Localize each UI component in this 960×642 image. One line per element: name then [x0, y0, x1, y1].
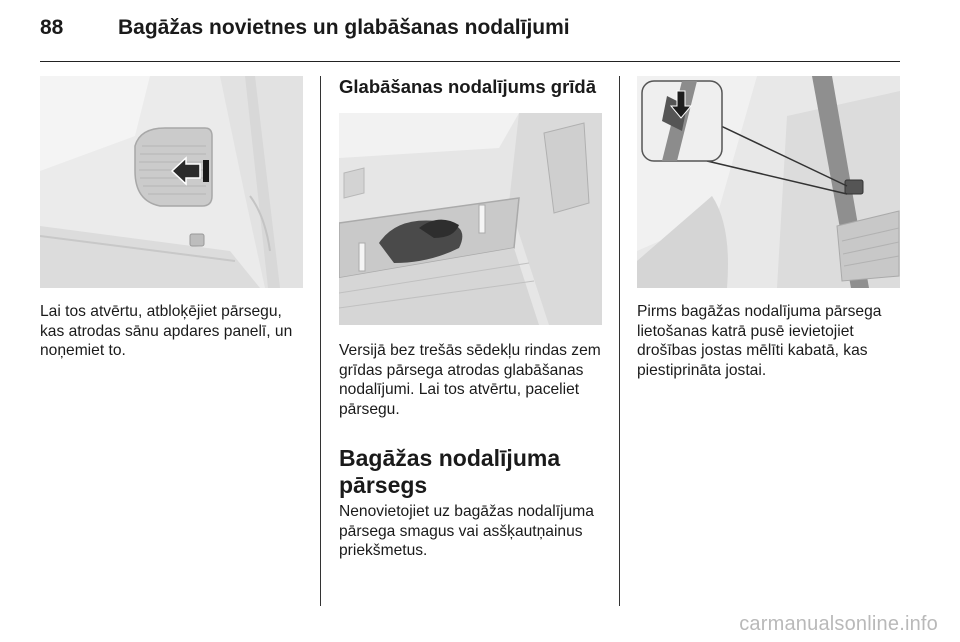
column-divider	[320, 76, 321, 606]
chapter-title: Bagāžas novietnes un glabāšanas nodalījumi	[118, 16, 570, 39]
column-1	[40, 76, 303, 361]
column-divider	[619, 76, 620, 606]
caption: Pirms bagāžas nodalījuma pārsega lietošanas katrā pusē ievietojiet drošības jostas mēlīti kabatā, kas piestiprināta jostai.	[637, 303, 882, 379]
column-2	[339, 76, 602, 561]
seatbelt-tongue-illustration-icon	[637, 76, 900, 288]
body-text: Versijā bez trešās sēdekļu rindas zem grīdas pārsega atrodas glabāšanas nodalījumi. Lai tos atvērtu, paceliet pārsegu.	[339, 342, 601, 418]
floor-compartment-illustration-icon	[339, 113, 602, 325]
header-rule	[40, 61, 900, 62]
column-3	[637, 76, 900, 380]
caption: Lai tos atvērtu, atbloķējiet pārsegu, kas atrodas sānu apdares panelī, un noņemiet to.	[40, 303, 293, 359]
section-title: Glabāšanas nodalījums grīdā	[339, 76, 597, 97]
watermark: carmanualsonline.info	[739, 613, 938, 635]
storage-panel-illustration-icon	[40, 76, 303, 288]
body-text: Nenovietojiet uz bagāžas nodalījuma pārsega smagus vai asšķautņainus priekšmetus.	[339, 503, 594, 559]
page-number: 88	[40, 16, 64, 39]
subsection-title: Bagāžas nodalījuma pārsegs	[339, 445, 561, 498]
